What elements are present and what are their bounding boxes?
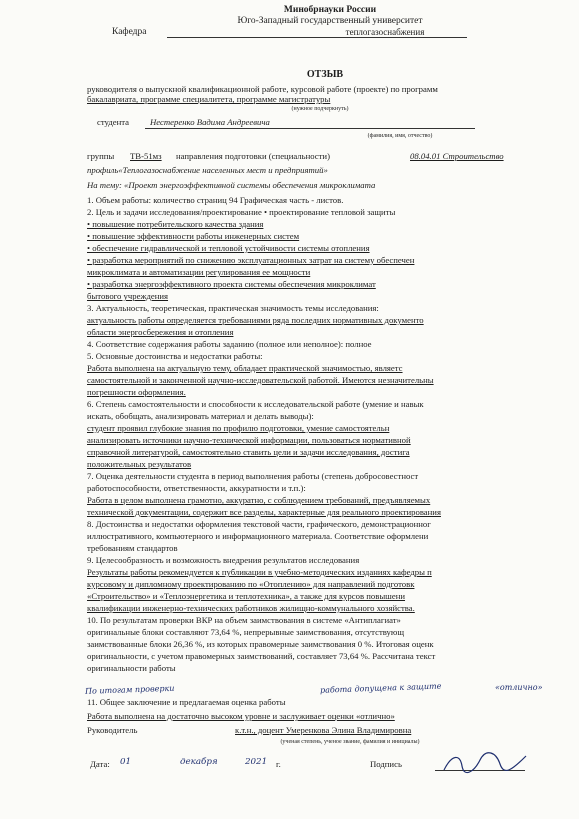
item-line: оригинальности, с учетом правомерных заимствований, составляет 73,64 %. Рассчитана текст bbox=[87, 651, 436, 661]
item-line: 10. По результатам проверки ВКР на объем заимствования в системе «Антиплагиат» bbox=[87, 615, 401, 625]
group-value: ТВ-51мз bbox=[130, 151, 162, 161]
item-line: работоспособности, ответственности, аккуратности и т.п.): bbox=[87, 483, 306, 493]
item-line: 3. Актуальность, теоретическая, практическая значимость темы исследования: bbox=[87, 303, 379, 313]
intro-line-1: руководителя о выпускной квалификационной работе, курсовой работе (проекте) по программ bbox=[87, 84, 438, 94]
student-label: студента bbox=[97, 117, 130, 127]
item-line: 4. Соответствие содержания работы заданию (полное или неполное): полное bbox=[87, 339, 372, 349]
item-line: 9. Целесообразность и возможность внедрения результатов исследования bbox=[87, 555, 360, 565]
topic-line: На тему: «Проект энергоэффективной системы обеспечения микроклимата bbox=[87, 180, 376, 190]
item-line: • повышение эффективности работы инженерных систем bbox=[87, 231, 300, 241]
item-line: оригинальности работы bbox=[87, 663, 176, 673]
supervisor-label: Руководитель bbox=[87, 725, 138, 735]
date-day: 01 bbox=[120, 757, 132, 767]
item-line: 5. Основные достоинства и недостатки работы: bbox=[87, 351, 263, 361]
handwritten-note-right: работа допущена к защите bbox=[319, 681, 442, 695]
item-line: иллюстративного, компьютерного и информационного материала. Соответствие оформлени bbox=[87, 531, 429, 541]
item-line: заимствованные блоки 26,36 %, из которых правомерные заимствования 0 %. Итоговая оценк bbox=[87, 639, 434, 649]
date-label: Дата: bbox=[90, 759, 110, 769]
direction-value: 08.04.01 Строительство bbox=[410, 151, 504, 161]
date-month: декабря bbox=[180, 757, 218, 767]
student-rule bbox=[145, 128, 475, 129]
item-line: 8. Достоинства и недостатки оформления текстовой части, графического, демонстрационног bbox=[87, 519, 431, 529]
item-line: 6. Степень самостоятельности и способности к исследовательской работе (умение и навык bbox=[87, 399, 424, 409]
item-line: положительных результатов bbox=[87, 459, 192, 469]
item-line: курсовому и дипломному проектированию по «Отоплению» для направлений подготовк bbox=[87, 579, 415, 589]
item-line: самостоятельной и законченной научно-исследовательской работой. Имеются незначительны bbox=[87, 375, 434, 385]
item-line: оригинальные блоки составляют 73,64 %, непрерывные заимствования, отсутствующ bbox=[87, 627, 405, 637]
item-line: студент проявил глубокие знания по профилю подготовки, умение самостоятельн bbox=[87, 423, 390, 433]
supervisor-hint: (ученая степень, ученое звание, фамилия и инициалы) bbox=[280, 739, 420, 745]
item-line: 2. Цель и задачи исследования/проектирование • проектирование тепловой защиты bbox=[87, 207, 396, 217]
item-line: • повышение потребительского качества здания bbox=[87, 219, 264, 229]
item-line: 7. Оценка деятельности студента в период выполнения работы (степень добросовестност bbox=[87, 471, 419, 481]
date-year: 2021 bbox=[245, 757, 268, 767]
signature-scribble bbox=[440, 750, 530, 776]
item-line: • обеспечение гидравлической и тепловой устойчивости системы отопления bbox=[87, 243, 370, 253]
item-line: анализировать источники научно-технической информации, пользоваться нормативной bbox=[87, 435, 411, 445]
direction-label: направления подготовки (специальности) bbox=[176, 151, 330, 161]
ministry-heading: Минобрнауки России bbox=[283, 5, 377, 15]
item-line: области энергосбережения и отопления bbox=[87, 327, 234, 337]
date-suffix: г. bbox=[276, 759, 281, 769]
item-line: Работа выполнена на актуальную тему, обладает практической значимостью, являетс bbox=[87, 363, 403, 373]
conclusion-line: Работа выполнена на достаточно высоком уровне и заслуживает оценки «отлично» bbox=[87, 711, 395, 721]
item-line: Результаты работы рекомендуется к публикации в учебно-методических изданиях кафедры п bbox=[87, 567, 432, 577]
item-line: требованиям стандартов bbox=[87, 543, 178, 553]
item-line: Работа в целом выполнена грамотно, аккуратно, с соблюдением требований, предъявляемых bbox=[87, 495, 431, 505]
item-line: 1. Объем работы: количество страниц 94 Графическая часть - листов. bbox=[87, 195, 344, 205]
intro-hint: (нужное подчеркнуть) bbox=[291, 106, 349, 112]
item-line: микроклимата и автоматизации регулирования ее мощности bbox=[87, 267, 311, 277]
item-line: актуальность работы определяется требованиями ряда последних нормативных документо bbox=[87, 315, 424, 325]
item-11: 11. Общее заключение и предлагаемая оценка работы bbox=[87, 697, 286, 707]
item-line: бытового учреждения bbox=[87, 291, 169, 301]
item-line: «Строительство» и «Теплоэнергетика и теплотехника», а также для курсов повышени bbox=[87, 591, 406, 601]
item-line: погрешности оформления. bbox=[87, 387, 186, 397]
handwritten-note-left: По итогам проверки bbox=[84, 683, 175, 696]
intro-line-2: бакалавриата, программе специалитета, программе магистратуры bbox=[87, 94, 331, 104]
item-line: справочной литературой, самостоятельно ставить цели и задачи исследования, достига bbox=[87, 447, 410, 457]
department-value: теплогазоснабжения bbox=[345, 27, 425, 37]
item-line: технической документации, содержит все разделы, характерные для реального проектирования bbox=[87, 507, 441, 517]
item-line: • разработка мероприятий по снижению эксплуатационных затрат на систему обеспечен bbox=[87, 255, 415, 265]
supervisor-value: к.т.н., доцент Умеренкова Элина Владимировна bbox=[235, 725, 412, 735]
item-line: • разработка энергоэффективного проекта системы обеспечения микроклимат bbox=[87, 279, 376, 289]
item-line: искать, обобщать, анализировать материал и делать выводы): bbox=[87, 411, 314, 421]
department-rule bbox=[167, 37, 467, 38]
signature-label: Подпись bbox=[370, 759, 402, 769]
item-line: квалификации инженерно-технических работников жилищно-коммунального хозяйства. bbox=[87, 603, 415, 613]
document-title: ОТЗЫВ bbox=[306, 70, 344, 80]
student-hint: (фамилия, имя, отчество) bbox=[367, 133, 433, 139]
university-heading: Юго-Западный государственный университет bbox=[237, 16, 423, 26]
department-label: Кафедра bbox=[112, 27, 147, 37]
student-name: Нестеренко Вадима Андреевича bbox=[150, 117, 270, 127]
profile-line: профиль«Теплогазоснабжение населенных мест и предприятий» bbox=[87, 165, 328, 175]
handwritten-grade: «отлично» bbox=[495, 683, 543, 692]
group-label: группы bbox=[87, 151, 115, 161]
